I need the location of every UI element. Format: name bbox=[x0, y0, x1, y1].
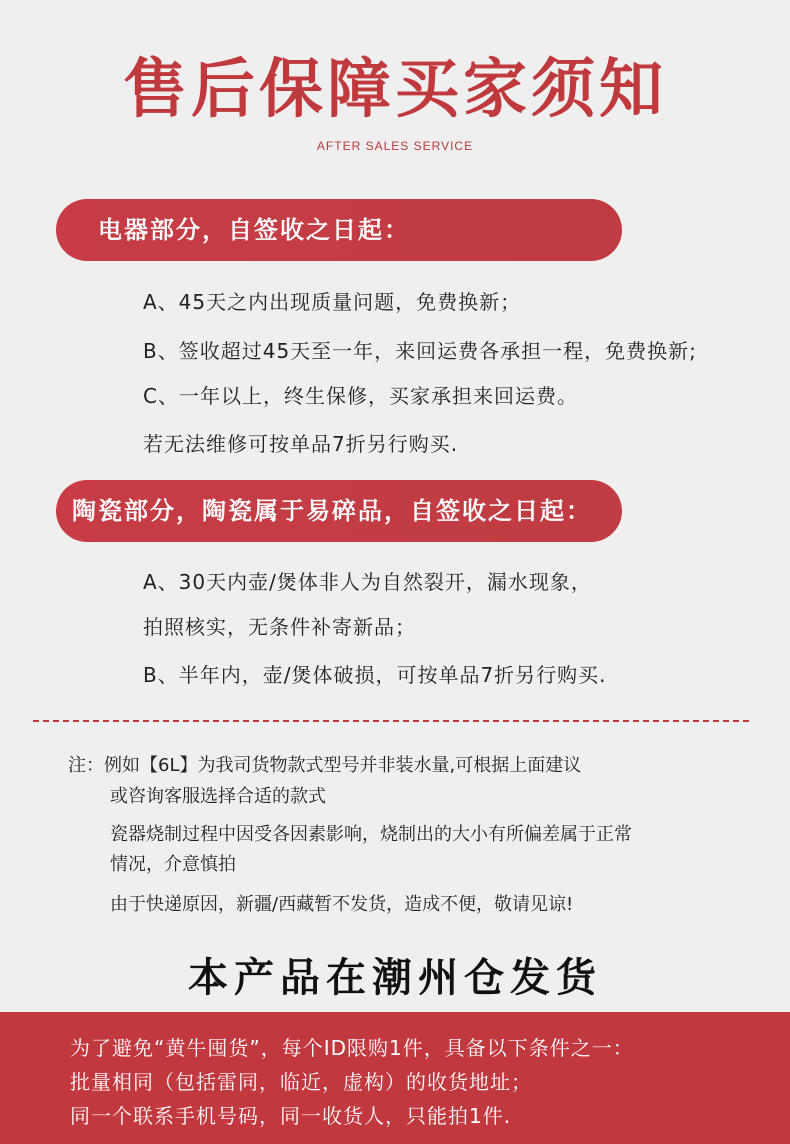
ceramic-rule-b: B、半年内，壶/煲体破损，可按单品7折另行购买. bbox=[143, 663, 607, 687]
footer-line: 同一个联系手机号码，同一收货人，只能拍1件. bbox=[70, 1104, 512, 1128]
footer-line: 为了避免“黄牛囤货”，每个ID限购1件，具备以下条件之一： bbox=[70, 1036, 634, 1060]
shipping-location-banner: 本产品在潮州仓发货 bbox=[188, 955, 602, 1001]
electric-section-heading: 电器部分，自签收之日起： bbox=[56, 199, 622, 261]
note-line: 情况，介意慎拍 bbox=[110, 854, 236, 875]
electric-rule-a: A、45天之内出现质量问题，免费换新； bbox=[143, 290, 522, 314]
ceramic-rule-a: A、30天内壶/煲体非人为自然裂开，漏水现象， bbox=[143, 570, 592, 594]
page-subtitle: AFTER SALES SERVICE bbox=[316, 139, 474, 153]
ceramic-rule-a-continued: 拍照核实，无条件补寄新品； bbox=[143, 615, 416, 639]
electric-rule-b: B、签收超过45天至一年，来回运费各承担一程，免费换新; bbox=[143, 339, 697, 363]
page-title: 售后保障买家须知 bbox=[123, 52, 667, 127]
ceramic-section-heading: 陶瓷部分，陶瓷属于易碎品，自签收之日起： bbox=[56, 480, 622, 542]
purchase-limit-footer bbox=[0, 1012, 790, 1144]
note-line: 由于快递原因，新疆/西藏暂不发货，造成不便，敬请见谅! bbox=[110, 894, 574, 915]
footer-line: 批量相同（包括雷同，临近，虚构）的收货地址； bbox=[70, 1070, 532, 1094]
note-line: 瓷器烧制过程中因受各因素影响，烧制出的大小有所偏差属于正常 bbox=[110, 824, 632, 845]
dashed-divider bbox=[33, 720, 749, 722]
note-line: 或咨询客服选择合适的款式 bbox=[110, 786, 326, 807]
note-line: 注：例如【6L】为我司货物款式型号并非装水量,可根据上面建议 bbox=[68, 755, 582, 776]
electric-rule-note: 若无法维修可按单品7折另行购买. bbox=[143, 432, 459, 456]
electric-rule-c: C、一年以上，终生保修，买家承担来回运费。 bbox=[143, 384, 578, 408]
